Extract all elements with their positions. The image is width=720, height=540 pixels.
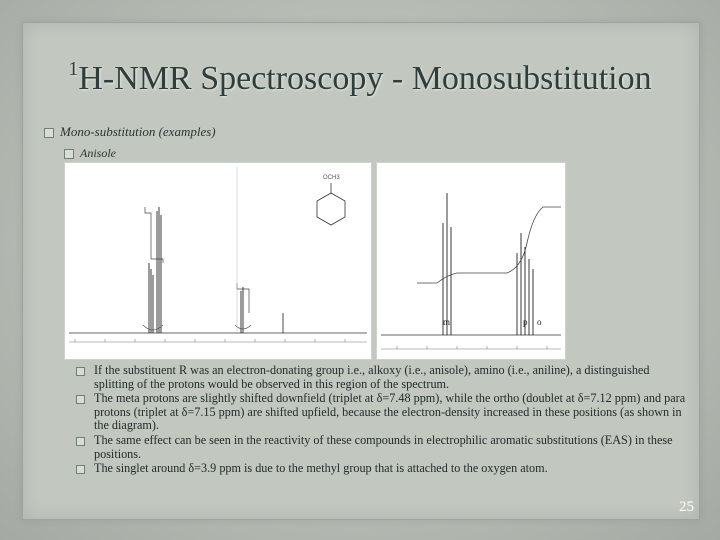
list-item: [76, 462, 686, 476]
bullet-text: The same effect can be seen in the reactivity of these compounds in electrophilic aromatic substitutions (EAS) in these positions.: [94, 432, 673, 461]
bullet-square-icon: [76, 395, 85, 404]
peak-label-meta: m: [443, 317, 451, 327]
bullet-square-icon: [64, 149, 74, 159]
level1-text: Mono-substitution (examples): [60, 124, 216, 139]
nmr-spectrum-full-plot: [65, 163, 371, 359]
list-item: [76, 392, 686, 433]
bullet-level1: [44, 124, 216, 140]
list-item: [76, 434, 686, 461]
peak-label-ortho: o: [537, 317, 542, 327]
peak-label-para: p: [523, 317, 528, 327]
page-number: 25: [679, 499, 694, 515]
title-text: H-NMR Spectroscopy - Monosubstitution: [78, 60, 652, 97]
slide-title: [0, 58, 720, 98]
list-item: [76, 364, 686, 391]
nmr-spectrum-full: [64, 162, 372, 360]
nmr-spectrum-zoom-plot: [377, 163, 565, 359]
bullet-text: If the substituent R was an electron-donating group i.e., alkoxy (i.e., anisole), amino (i.e., aniline), a distinguished splitting of the protons would be observed in this region of the spectrum.: [94, 363, 650, 391]
bullet-text: The singlet around δ=3.9 ppm is due to the methyl group that is attached to the oxygen atom.: [94, 461, 548, 476]
bullet-level2: [64, 146, 116, 161]
level2-text: Anisole: [80, 146, 116, 160]
bullet-square-icon: [44, 128, 54, 138]
bullet-square-icon: [76, 367, 85, 376]
bullet-text: The meta protons are slightly shifted downfield (triplet at δ=7.48 ppm), while the ortho (doublet at δ=7.12 ppm) and para protons (triplet at δ=7.15 ppm) are shifted upfield, because the electron-density increased in these positions (as shown in the diagram).: [94, 391, 686, 433]
title-superscript: 1: [68, 58, 79, 80]
bullet-square-icon: [76, 437, 85, 446]
bullet-list: [76, 364, 686, 477]
nmr-spectrum-zoom: [376, 162, 566, 360]
bullet-square-icon: [76, 465, 85, 474]
structure-label: OCH3: [323, 175, 340, 181]
anisole-structure: [317, 183, 345, 225]
